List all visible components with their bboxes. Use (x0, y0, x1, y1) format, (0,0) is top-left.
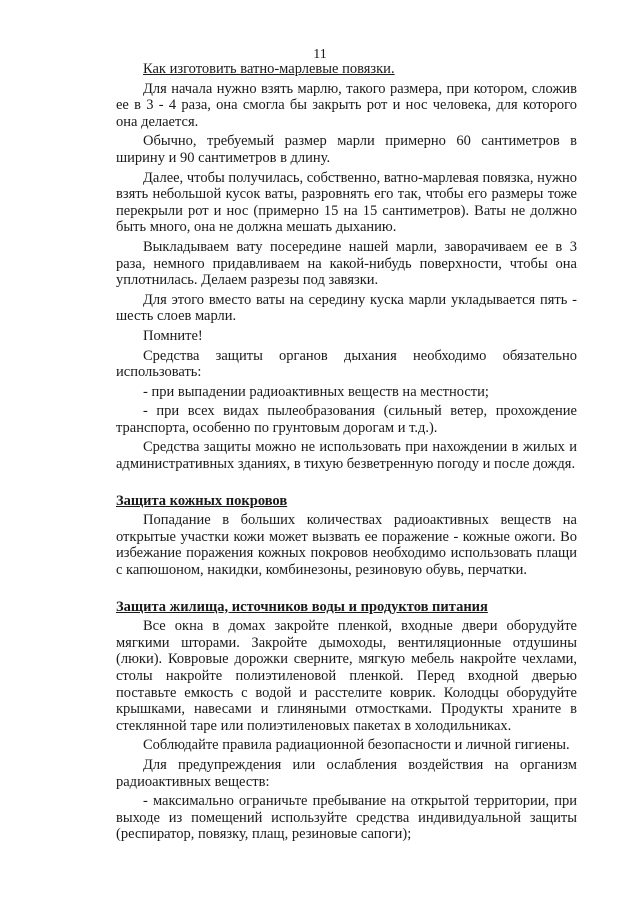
page-content (116, 61, 577, 846)
section-heading-skin: Защита кожных покровов (116, 492, 288, 509)
paragraph: Обычно, требуемый размер марли примерно 60 сантиметров в ширину и 90 сантиметров в длину. (116, 133, 577, 166)
paragraph: Выкладываем вату посередине нашей марли, заворачиваем ее в 3 раза, немного придавливаем на какой-нибудь поверхности, чтобы она уплотнилась. Делаем разрезы под завязки. (116, 238, 577, 289)
paragraph: Для начала нужно взять марлю, такого размера, при котором, сложив ее в 3 - 4 раза, она смогла бы закрыть рот и нос человека, для которого она делается. (116, 80, 577, 130)
paragraph: Попадание в больших количествах радиоактивных веществ на открытые участки кожи может вызвать ее поражение - кожные ожоги. Во избежание поражения кожных покровов необходимо использовать плащи с капюшоном, накидки, комбинезоны, резиновую обувь, перчатки. (116, 512, 577, 579)
paragraph: Далее, чтобы получилась, собственно, ватно-марлевая повязка, нужно взять небольшой кусок ваты, разровнять его так, чтобы его размеры тоже перекрыли рот и нос (примерно 15 на 15 сантиметров). Ваты не должно быть много, она не должна мешать дыханию. (116, 169, 577, 236)
list-item: - максимально ограничьте пребывание на открытой территории, при выходе из помещений используйте средства индивидуальной защиты (респиратор, повязку, плащ, резиновые сапоги); (116, 793, 577, 843)
paragraph: Средства защиты можно не использовать при нахождении в жилых и административных зданиях, в тихую безветренную погоду и после дождя. (116, 439, 577, 473)
paragraph: Для предупреждения или ослабления воздействия на организм радиоактивных веществ: (116, 756, 577, 790)
paragraph: Для этого вместо ваты на середину куска марли укладывается пять - шесть слоев марли. (116, 291, 577, 325)
page-number: 11 (313, 47, 327, 62)
paragraph: Средства защиты органов дыхания необходимо обязательно использовать: (116, 347, 577, 381)
section-heading-bandage: Как изготовить ватно-марлевые повязки. (143, 61, 395, 77)
section-heading-home: Защита жилища, источников воды и продуктов питания (116, 598, 488, 615)
paragraph: Помните! (143, 327, 203, 344)
list-item: - при выпадении радиоактивных веществ на местности; (143, 383, 489, 400)
list-item: - при всех видах пылеобразования (сильный ветер, прохождение транспорта, особенно по грунтовым дорогам и т.д.). (116, 403, 577, 436)
paragraph: Соблюдайте правила радиационной безопасности и личной гигиены. (143, 737, 570, 754)
paragraph: Все окна в домах закройте пленкой, входные двери оборудуйте мягкими шторами. Закройте дымоходы, вентиляционные отдушины (люки). Ковровые дорожки сверните, мягкую мебель накройте чехлами, столы накройте полиэтиленовой пленкой. Перед входной дверью поставьте емкость с водой и расстелите коврик. Колодцы оборудуйте крышками, навесами и глиняными отмостками. Продукты храните в стеклянной таре или полиэтиленовых пакетах в холодильниках. (116, 618, 577, 734)
